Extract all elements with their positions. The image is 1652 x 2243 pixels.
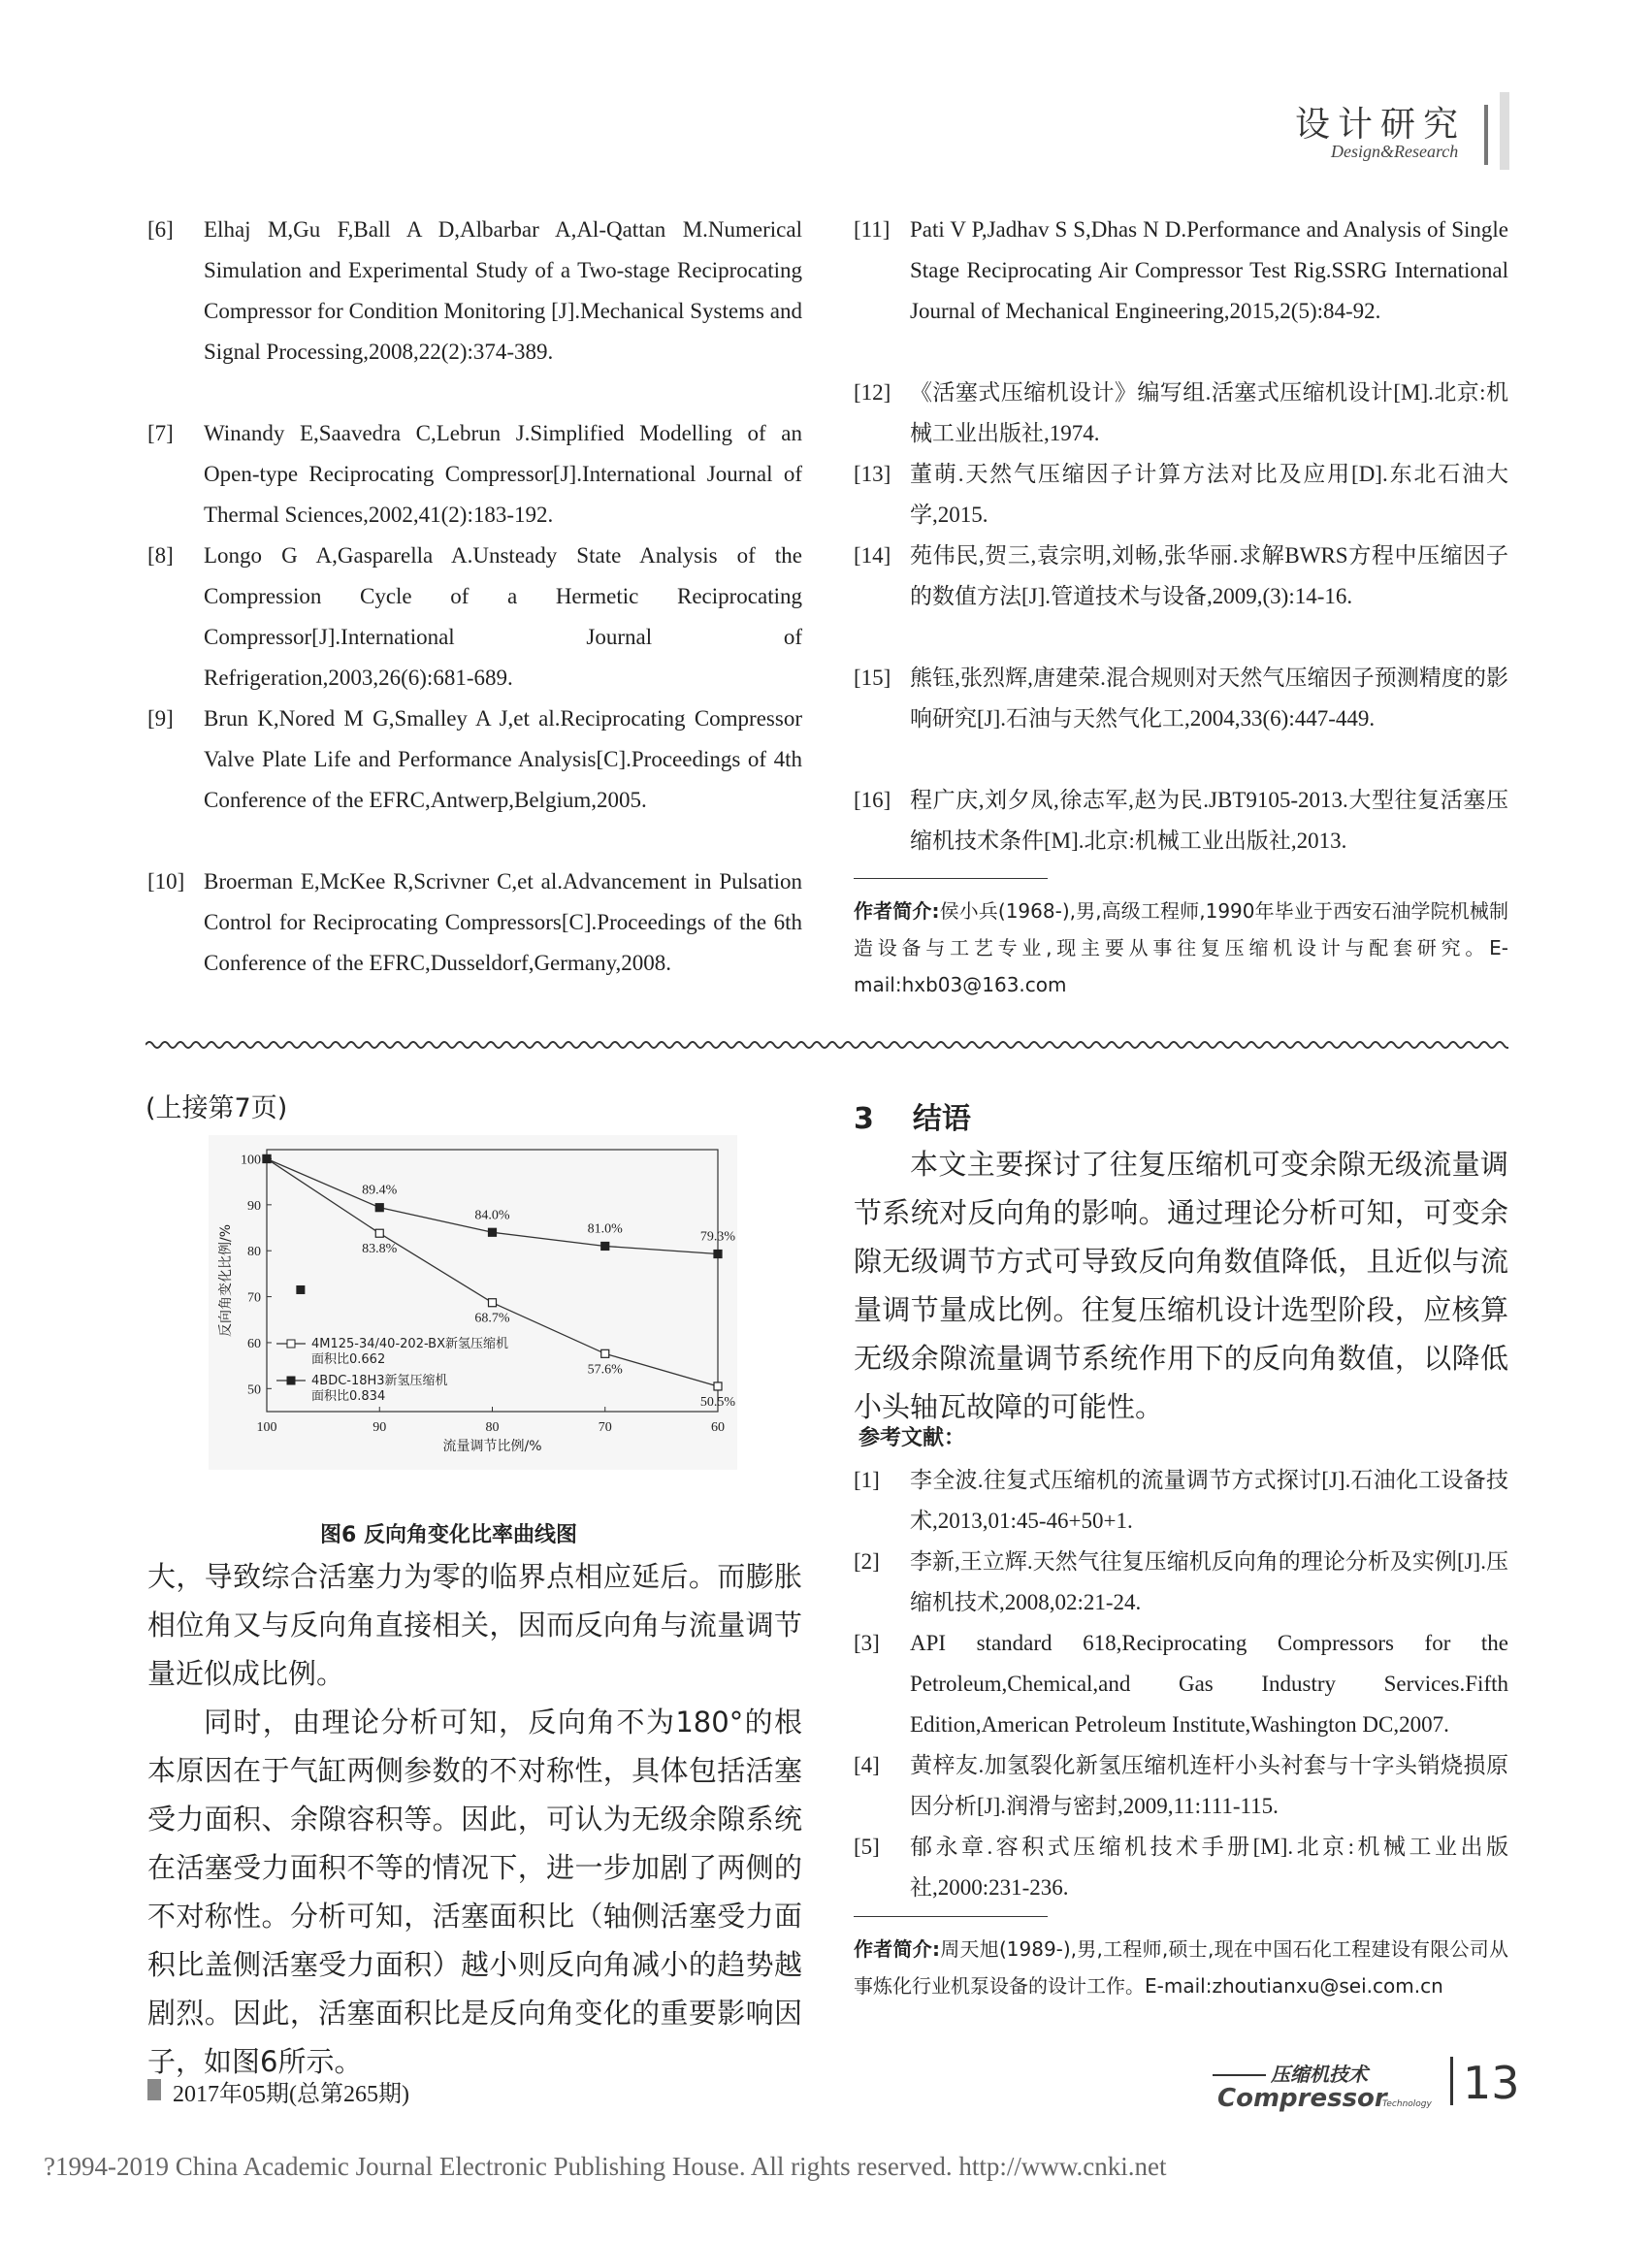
journal-logo xyxy=(1208,2062,1450,2112)
reference-item: [9] Brun K,Nored M G,Smalley A J,et al.Reciprocating Compressor Valve Plate Life and Performance Analysis[C].Proceedings of 4th Conference of the EFRC,Antwerp,Belgium,2005. xyxy=(147,706,802,812)
reference-item: [7] Winandy E,Saavedra C,Lebrun J.Simplified Modelling of an Open-type Reciprocating Compressor[J].International Journal of Thermal Sciences,2002,41(2):183-192. xyxy=(147,421,802,527)
y-tick-label: 70 xyxy=(247,1290,261,1306)
copyright-notice: ?1994-2019 China Academic Journal Electronic Publishing House. All rights reserved. http://www.cnki.net xyxy=(44,2152,1167,2181)
data-point xyxy=(601,1349,609,1357)
conclusion-paragraph: 本文主要探讨了往复压缩机可变余隙无级流量调节系统对反向角的影响。通过理论分析可知，可变余隙无级调节方式可导致反向角数值降低，且近似与流量调节量成比例。往复压缩机设计选型阶段，应核算无级余隙流量调节系统作用下的反向角数值，以降低小头轴瓦故障的可能性。 xyxy=(854,1148,1508,1423)
data-point xyxy=(263,1154,271,1162)
reference-item: [14] 苑伟民,贺三,袁宗明,刘畅,张华丽.求解BWRS方程中压缩因子的数值方法[J].管道技术与设备,2009,(3):14-16. xyxy=(854,543,1508,608)
y-tick-label: 50 xyxy=(247,1382,261,1398)
legend-label: 面积比0.662 xyxy=(311,1352,386,1367)
y-tick-label: 80 xyxy=(247,1245,261,1260)
reference-item: [3] API standard 618,Reciprocating Compressors for the Petroleum,Chemical,and Gas Industry Services.Fifth Edition,American Petroleum Institute,Washington DC,2007. xyxy=(854,1631,1508,1737)
data-label: 68.7% xyxy=(474,1311,510,1326)
body-paragraph: 同时，由理论分析可知，反向角不为180°的根本原因在于气缸两侧参数的不对称性，具体包括活塞受力面积、余隙容积等。因此，可认为无级余隙系统在活塞受力面积不等的情况下，进一步加剧了两侧的不对称性。分析可知，活塞面积比（轴侧活塞受力面积比盖侧活塞受力面积）越小则反向角减小的趋势越剧烈。因此，活塞面积比是反向角变化的重要影响因子，如图6所示。 xyxy=(147,1706,802,2078)
stray-point xyxy=(297,1285,305,1293)
reference-item: [12] 《活塞式压缩机设计》编写组.活塞式压缩机设计[M].北京:机械工业出版社,1974. xyxy=(854,380,1508,445)
data-point xyxy=(489,1299,497,1307)
svg-text:压缩机技术: 压缩机技术 xyxy=(1271,2063,1368,2086)
svg-text:Compressor: Compressor xyxy=(1217,2084,1387,2112)
author-bio: 作者简介:周天旭(1989-),男,工程师,硕士,现在中国石化工程建设有限公司从事炼化行业机泵设备的设计工作。E-mail:zhoutianxu@sei.com.cn xyxy=(854,1937,1508,1998)
page-number: 13 xyxy=(1463,2057,1520,2109)
data-point xyxy=(714,1251,722,1258)
data-point xyxy=(714,1382,722,1390)
data-label: 57.6% xyxy=(587,1362,623,1378)
legend-label: 面积比0.834 xyxy=(311,1389,386,1404)
x-axis-label: 流量调节比例/% xyxy=(442,1439,542,1454)
y-axis-label: 反向角变化比例/% xyxy=(218,1223,234,1338)
legend-label: 4BDC-18H3新氢压缩机 xyxy=(311,1374,448,1388)
page-divider xyxy=(1450,2057,1453,2105)
section-heading: 3 结语 xyxy=(854,1102,971,1136)
reference-item: [8] Longo G A,Gasparella A.Unsteady State Analysis of the Compression Cycle of a Hermetic Reciprocating Compressor[J].International Journal of Refrigeration,2003,26(6):681-689. xyxy=(147,543,802,690)
data-label: 81.0% xyxy=(587,1221,623,1237)
references-title: 参考文献： xyxy=(858,1426,966,1450)
header-shade xyxy=(1500,92,1509,170)
bio-separator xyxy=(854,878,1048,879)
x-tick-label: 100 xyxy=(256,1420,277,1435)
reference-item: [1] 李全波.往复式压缩机的流量调节方式探讨[J].石油化工设备技术,2013,01:45-46+50+1. xyxy=(854,1468,1508,1533)
wavy-divider xyxy=(146,1038,1508,1052)
reference-item: [10] Broerman E,McKee R,Scrivner C,et al.Advancement in Pulsation Control for Reciprocating Compressors[C].Proceedings of the 6th Conference of the EFRC,Dusseldorf,Germany,2008. xyxy=(147,869,802,975)
reference-item: [16] 程广庆,刘夕凤,徐志军,赵为民.JBT9105-2013.大型往复活塞压缩机技术条件[M].北京:机械工业出版社,2013. xyxy=(854,788,1508,853)
y-tick-label: 60 xyxy=(247,1336,261,1351)
reference-item: [2] 李新,王立辉.天然气往复压缩机反向角的理论分析及实例[J].压缩机技术,2008,02:21-24. xyxy=(854,1549,1508,1614)
section-header-zh: 设计研究 xyxy=(1295,105,1467,145)
data-label: 83.8% xyxy=(362,1242,398,1257)
reference-item: [11] Pati V P,Jadhav S S,Dhas N D.Performance and Analysis of Single Stage Reciprocating Air Compressor Test Rig.SSRG International Journal of Mechanical Engineering,2015,2(5):84-92. xyxy=(854,217,1508,323)
y-tick-label: 100 xyxy=(241,1153,261,1168)
data-label: 79.3% xyxy=(699,1229,736,1245)
section-header-en: Design&Research xyxy=(1331,142,1459,161)
y-tick-label: 90 xyxy=(247,1198,261,1214)
reference-item: [5] 郁永章.容积式压缩机技术手册[M].北京:机械工业出版社,2000:231-236. xyxy=(854,1835,1508,1900)
reference-item: [15] 熊钰,张烈辉,唐建荣.混合规则对天然气压缩因子预测精度的影响研究[J].石油与天然气化工,2004,33(6):447-449. xyxy=(854,666,1508,731)
legend-label: 4M125-34/40-202-BX新氢压缩机 xyxy=(311,1337,509,1351)
figure-6-chart xyxy=(209,1135,737,1470)
body-paragraph: 大，导致综合活塞力为零的临界点相应延后。而膨胀相位角又与反向角直接相关，因而反向角与流量调节量近似成比例。 xyxy=(147,1560,802,1690)
data-point xyxy=(489,1228,497,1236)
author-bio: 作者简介:侯小兵(1968-),男,高级工程师,1990年毕业于西安石油学院机械制造设备与工艺专业,现主要从事往复压缩机设计与配套研究。E-mail:hxb03@163.com xyxy=(854,899,1508,996)
reference-item: [13] 董萌.天然气压缩因子计算方法对比及应用[D].东北石油大学,2015. xyxy=(854,462,1508,527)
x-tick-label: 60 xyxy=(711,1420,725,1435)
data-label: 89.4% xyxy=(362,1183,398,1198)
reference-item: [4] 黄梓友.加氢裂化新氢压缩机连杆小头衬套与十字头销烧损原因分析[J].润滑与密封,2009,11:111-115. xyxy=(854,1753,1508,1818)
x-tick-label: 90 xyxy=(373,1420,387,1435)
data-label: 50.5% xyxy=(699,1394,736,1410)
header-divider xyxy=(1484,105,1488,165)
x-tick-label: 80 xyxy=(485,1420,500,1435)
data-point xyxy=(601,1242,609,1250)
data-point xyxy=(375,1204,383,1212)
legend-marker xyxy=(287,1377,295,1384)
issue-info: 2017年05期(总第265期) xyxy=(173,2082,409,2107)
figure-caption: 图6 反向角变化比率曲线图 xyxy=(320,1523,577,1547)
x-tick-label: 70 xyxy=(598,1420,612,1435)
reference-item: [6] Elhaj M,Gu F,Ball A D,Albarbar A,Al-Qattan M.Numerical Simulation and Experimental Study of a Two-stage Reciprocating Compressor for Condition Monitoring [J].Mechanical Systems and Signal Processing,2008,22(2):374-389. xyxy=(147,217,802,364)
data-point xyxy=(375,1229,383,1237)
svg-text:Technology: Technology xyxy=(1382,2099,1432,2109)
continued-note: (上接第7页) xyxy=(146,1093,288,1123)
footer-marker xyxy=(147,2079,161,2100)
legend-marker xyxy=(287,1340,295,1348)
data-label: 84.0% xyxy=(474,1208,510,1223)
bio-separator xyxy=(854,1916,1048,1917)
